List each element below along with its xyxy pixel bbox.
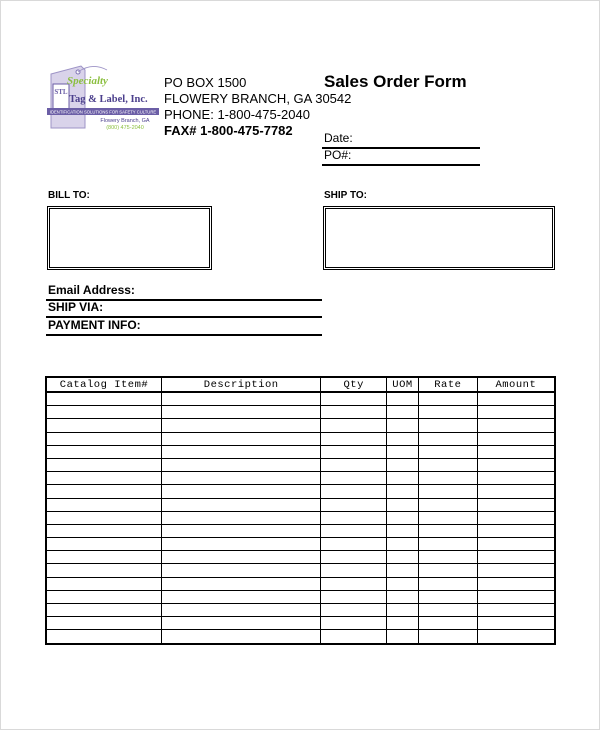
qty-cell[interactable] [321, 538, 387, 551]
line-items-table [45, 376, 556, 645]
ship-via-field[interactable] [46, 300, 322, 318]
qty-cell[interactable] [321, 406, 387, 419]
logo-monogram: STL [54, 88, 68, 96]
amount-cell[interactable] [477, 577, 555, 590]
catalog-item-cell[interactable] [46, 392, 162, 406]
qty-cell[interactable] [321, 485, 387, 498]
date-field[interactable] [322, 131, 480, 149]
payment-info-field[interactable] [46, 318, 322, 336]
catalog-item-cell[interactable] [46, 538, 162, 551]
description-cell[interactable] [162, 564, 321, 577]
uom-cell[interactable] [387, 524, 419, 537]
rate-cell[interactable] [418, 577, 477, 590]
uom-cell[interactable] [387, 432, 419, 445]
rate-cell[interactable] [418, 524, 477, 537]
uom-cell[interactable] [387, 577, 419, 590]
rate-cell[interactable] [418, 630, 477, 644]
amount-cell[interactable] [477, 432, 555, 445]
catalog-item-cell[interactable] [46, 472, 162, 485]
uom-cell[interactable] [387, 630, 419, 644]
uom-cell[interactable] [387, 498, 419, 511]
rate-cell[interactable] [418, 458, 477, 471]
description-cell[interactable] [162, 406, 321, 419]
amount-cell[interactable] [477, 392, 555, 406]
uom-cell[interactable] [387, 551, 419, 564]
amount-cell[interactable] [477, 485, 555, 498]
catalog-item-cell[interactable] [46, 524, 162, 537]
column-header-catalog-item: Catalog Item# [46, 377, 162, 392]
uom-cell[interactable] [387, 604, 419, 617]
rate-cell[interactable] [418, 604, 477, 617]
amount-cell[interactable] [477, 538, 555, 551]
catalog-item-cell[interactable] [46, 604, 162, 617]
table-row [46, 445, 555, 458]
catalog-item-cell[interactable] [46, 511, 162, 524]
email-address-label: Email Address: [48, 283, 135, 297]
catalog-item-cell[interactable] [46, 564, 162, 577]
po-field[interactable] [322, 148, 480, 166]
description-cell[interactable] [162, 485, 321, 498]
column-header-uom: UOM [387, 377, 419, 392]
description-cell[interactable] [162, 524, 321, 537]
column-header-description: Description [162, 377, 321, 392]
company-address-line2: FLOWERY BRANCH, GA 30542 [164, 91, 352, 106]
description-cell[interactable] [162, 472, 321, 485]
uom-cell[interactable] [387, 445, 419, 458]
qty-cell[interactable] [321, 630, 387, 644]
description-cell[interactable] [162, 392, 321, 406]
catalog-item-cell[interactable] [46, 485, 162, 498]
catalog-item-cell[interactable] [46, 590, 162, 603]
amount-cell[interactable] [477, 604, 555, 617]
table-row [46, 406, 555, 419]
amount-cell[interactable] [477, 498, 555, 511]
amount-cell[interactable] [477, 458, 555, 471]
description-cell[interactable] [162, 604, 321, 617]
po-label: PO#: [324, 148, 352, 162]
company-logo [47, 64, 159, 132]
description-cell[interactable] [162, 590, 321, 603]
description-cell[interactable] [162, 630, 321, 644]
catalog-item-cell[interactable] [46, 419, 162, 432]
catalog-item-cell[interactable] [46, 630, 162, 644]
table-row [46, 551, 555, 564]
logo-line1: Specialty [67, 75, 108, 87]
table-row [46, 472, 555, 485]
rate-cell[interactable] [418, 498, 477, 511]
table-row [46, 590, 555, 603]
description-cell[interactable] [162, 458, 321, 471]
uom-cell[interactable] [387, 511, 419, 524]
logo-tagline: IDENTIFICATION SOLUTIONS FOR SAFETY CULTURE [49, 109, 157, 115]
description-cell[interactable] [162, 551, 321, 564]
rate-cell[interactable] [418, 551, 477, 564]
table-row [46, 630, 555, 644]
amount-cell[interactable] [477, 511, 555, 524]
amount-cell[interactable] [477, 524, 555, 537]
table-row [46, 392, 555, 406]
uom-cell[interactable] [387, 564, 419, 577]
company-fax: FAX# 1-800-475-7782 [164, 123, 293, 138]
catalog-item-cell[interactable] [46, 406, 162, 419]
amount-cell[interactable] [477, 564, 555, 577]
company-phone: PHONE: 1-800-475-2040 [164, 107, 310, 122]
ship-to-box[interactable] [323, 206, 555, 270]
table-row [46, 524, 555, 537]
email-address-field[interactable] [46, 283, 322, 301]
ship-to-label: SHIP TO: [324, 190, 367, 201]
qty-cell[interactable] [321, 590, 387, 603]
uom-cell[interactable] [387, 406, 419, 419]
uom-cell[interactable] [387, 590, 419, 603]
amount-cell[interactable] [477, 590, 555, 603]
table-row [46, 458, 555, 471]
catalog-item-cell[interactable] [46, 617, 162, 630]
uom-cell[interactable] [387, 485, 419, 498]
column-header-rate: Rate [418, 377, 477, 392]
table-row [46, 419, 555, 432]
table-row [46, 498, 555, 511]
uom-cell[interactable] [387, 538, 419, 551]
qty-cell[interactable] [321, 472, 387, 485]
table-row [46, 564, 555, 577]
rate-cell[interactable] [418, 485, 477, 498]
table-row [46, 485, 555, 498]
description-cell[interactable] [162, 498, 321, 511]
catalog-item-cell[interactable] [46, 577, 162, 590]
qty-cell[interactable] [321, 511, 387, 524]
table-row [46, 617, 555, 630]
qty-cell[interactable] [321, 432, 387, 445]
company-address-line1: PO BOX 1500 [164, 75, 247, 90]
logo-phone: (800) 475-2040 [106, 125, 144, 131]
column-header-amount: Amount [477, 377, 555, 392]
description-cell[interactable] [162, 511, 321, 524]
uom-cell[interactable] [387, 392, 419, 406]
rate-cell[interactable] [418, 419, 477, 432]
qty-cell[interactable] [321, 445, 387, 458]
date-label: Date: [324, 131, 353, 145]
description-cell[interactable] [162, 617, 321, 630]
rate-cell[interactable] [418, 392, 477, 406]
table-row [46, 604, 555, 617]
amount-cell[interactable] [477, 630, 555, 644]
rate-cell[interactable] [418, 406, 477, 419]
table-row [46, 432, 555, 445]
rate-cell[interactable] [418, 538, 477, 551]
table-row [46, 511, 555, 524]
qty-cell[interactable] [321, 604, 387, 617]
rate-cell[interactable] [418, 432, 477, 445]
qty-cell[interactable] [321, 617, 387, 630]
rate-cell[interactable] [418, 564, 477, 577]
catalog-item-cell[interactable] [46, 458, 162, 471]
description-cell[interactable] [162, 419, 321, 432]
description-cell[interactable] [162, 538, 321, 551]
bill-to-box[interactable] [47, 206, 212, 270]
qty-cell[interactable] [321, 577, 387, 590]
catalog-item-cell[interactable] [46, 445, 162, 458]
table-row [46, 538, 555, 551]
amount-cell[interactable] [477, 419, 555, 432]
amount-cell[interactable] [477, 551, 555, 564]
ship-via-label: SHIP VIA: [48, 300, 104, 314]
description-cell[interactable] [162, 445, 321, 458]
catalog-item-cell[interactable] [46, 432, 162, 445]
amount-cell[interactable] [477, 406, 555, 419]
rate-cell[interactable] [418, 511, 477, 524]
rate-cell[interactable] [418, 472, 477, 485]
catalog-item-cell[interactable] [46, 551, 162, 564]
qty-cell[interactable] [321, 551, 387, 564]
table-header-row [46, 377, 555, 392]
qty-cell[interactable] [321, 564, 387, 577]
table-row [46, 577, 555, 590]
uom-cell[interactable] [387, 419, 419, 432]
rate-cell[interactable] [418, 617, 477, 630]
qty-cell[interactable] [321, 458, 387, 471]
column-header-qty: Qty [321, 377, 387, 392]
description-cell[interactable] [162, 432, 321, 445]
form-title: Sales Order Form [324, 72, 467, 91]
description-cell[interactable] [162, 577, 321, 590]
line-items-body [46, 392, 555, 644]
catalog-item-cell[interactable] [46, 498, 162, 511]
rate-cell[interactable] [418, 590, 477, 603]
logo-line2: Tag & Label, Inc. [69, 94, 148, 105]
qty-cell[interactable] [321, 392, 387, 406]
amount-cell[interactable] [477, 472, 555, 485]
payment-info-label: PAYMENT INFO: [48, 318, 141, 332]
qty-cell[interactable] [321, 419, 387, 432]
qty-cell[interactable] [321, 498, 387, 511]
uom-cell[interactable] [387, 617, 419, 630]
rate-cell[interactable] [418, 445, 477, 458]
logo-city: Flowery Branch, GA [100, 118, 150, 124]
amount-cell[interactable] [477, 617, 555, 630]
uom-cell[interactable] [387, 458, 419, 471]
bill-to-label: BILL TO: [48, 190, 90, 201]
uom-cell[interactable] [387, 472, 419, 485]
qty-cell[interactable] [321, 524, 387, 537]
amount-cell[interactable] [477, 445, 555, 458]
